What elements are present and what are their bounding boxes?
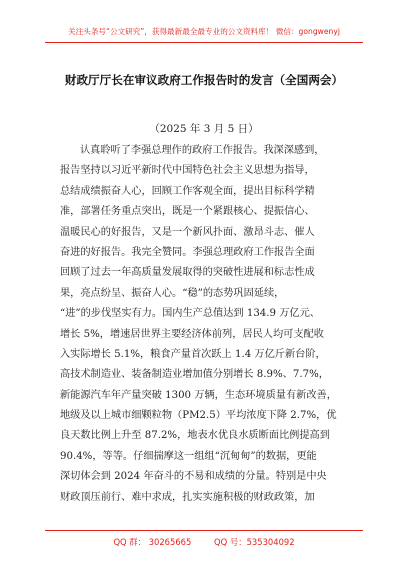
- body-line: 地级及以上城市细颗粒物（PM2.5）平均浓度下降 2.7%，优: [60, 410, 337, 422]
- body-line: 总结成绩振奋人心，回顾工作客观全面，提出目标科学精: [60, 185, 315, 197]
- body-line: 果，亮点纷呈、振奋人心。“稳”的态势巩固延续，: [60, 287, 285, 299]
- document-date: （2025 年 3 月 5 日）: [149, 123, 259, 135]
- body-line: 90.4%，等等。仔细揣摩这一组组“沉甸甸”的数据，更能: [60, 450, 317, 462]
- body-line: 准，部署任务重点突出，既是一个紧跟核心、提振信心、: [60, 206, 315, 218]
- body-line: 回顾了过去一年高质量发展取得的突破性进展和标志性成: [60, 267, 315, 279]
- document-body: [60, 141, 357, 508]
- body-line: 温暖民心的好报告，又是一个新风扑面、激昂斗志、催人: [60, 226, 315, 238]
- body-line: 报告坚持以习近平新时代中国特色社会主义思想为指导，: [60, 165, 315, 177]
- header-divider: [45, 42, 363, 43]
- body-line: 良天数比例上升至 87.2%，地表水优良水质断面比例提高到: [60, 430, 330, 442]
- body-line: 深切体会到 2024 年奋斗的不易和成绩的分量。特别是中央: [60, 471, 327, 483]
- footer-qq-group: QQ 群： 30265665: [113, 537, 192, 547]
- footer-divider: [45, 530, 363, 531]
- body-line: 奋进的好报告。我完全赞同。李强总理政府工作报告全面: [60, 246, 315, 258]
- body-line: 财政顶压前行、难中求成，扎实实施积极的财政政策，加: [60, 491, 315, 503]
- body-line: 增长 5%，增速居世界主要经济体前列，居民人均可支配收: [60, 328, 324, 340]
- footer-qq-number: QQ 号：535304092: [214, 537, 295, 547]
- body-line: 入实际增长 5.1%，粮食产量首次跃上 1.4 万亿斤新台阶，: [60, 348, 326, 360]
- body-line: 新能源汽车年产量突破 1300 万辆，生态环境质量有新改善，: [60, 389, 337, 401]
- header-banner: 关注头条号“公文研究”，获得最新最全最专业的公文资料库！ 微信：gongwenyj: [68, 27, 340, 36]
- body-line: “进”的步伐坚实有力。国内生产总值达到 134.9 万亿元、: [60, 308, 320, 320]
- document-title: 财政厅厅长在审议政府工作报告时的发言（全国两会）: [64, 73, 344, 87]
- body-line: 认真聆听了李强总理作的政府工作报告。我深深感到，: [80, 145, 325, 156]
- body-line: 高技术制造业、装备制造业增加值分别增长 8.9%、7.7%，: [60, 369, 329, 381]
- footer-contact: [0, 536, 408, 548]
